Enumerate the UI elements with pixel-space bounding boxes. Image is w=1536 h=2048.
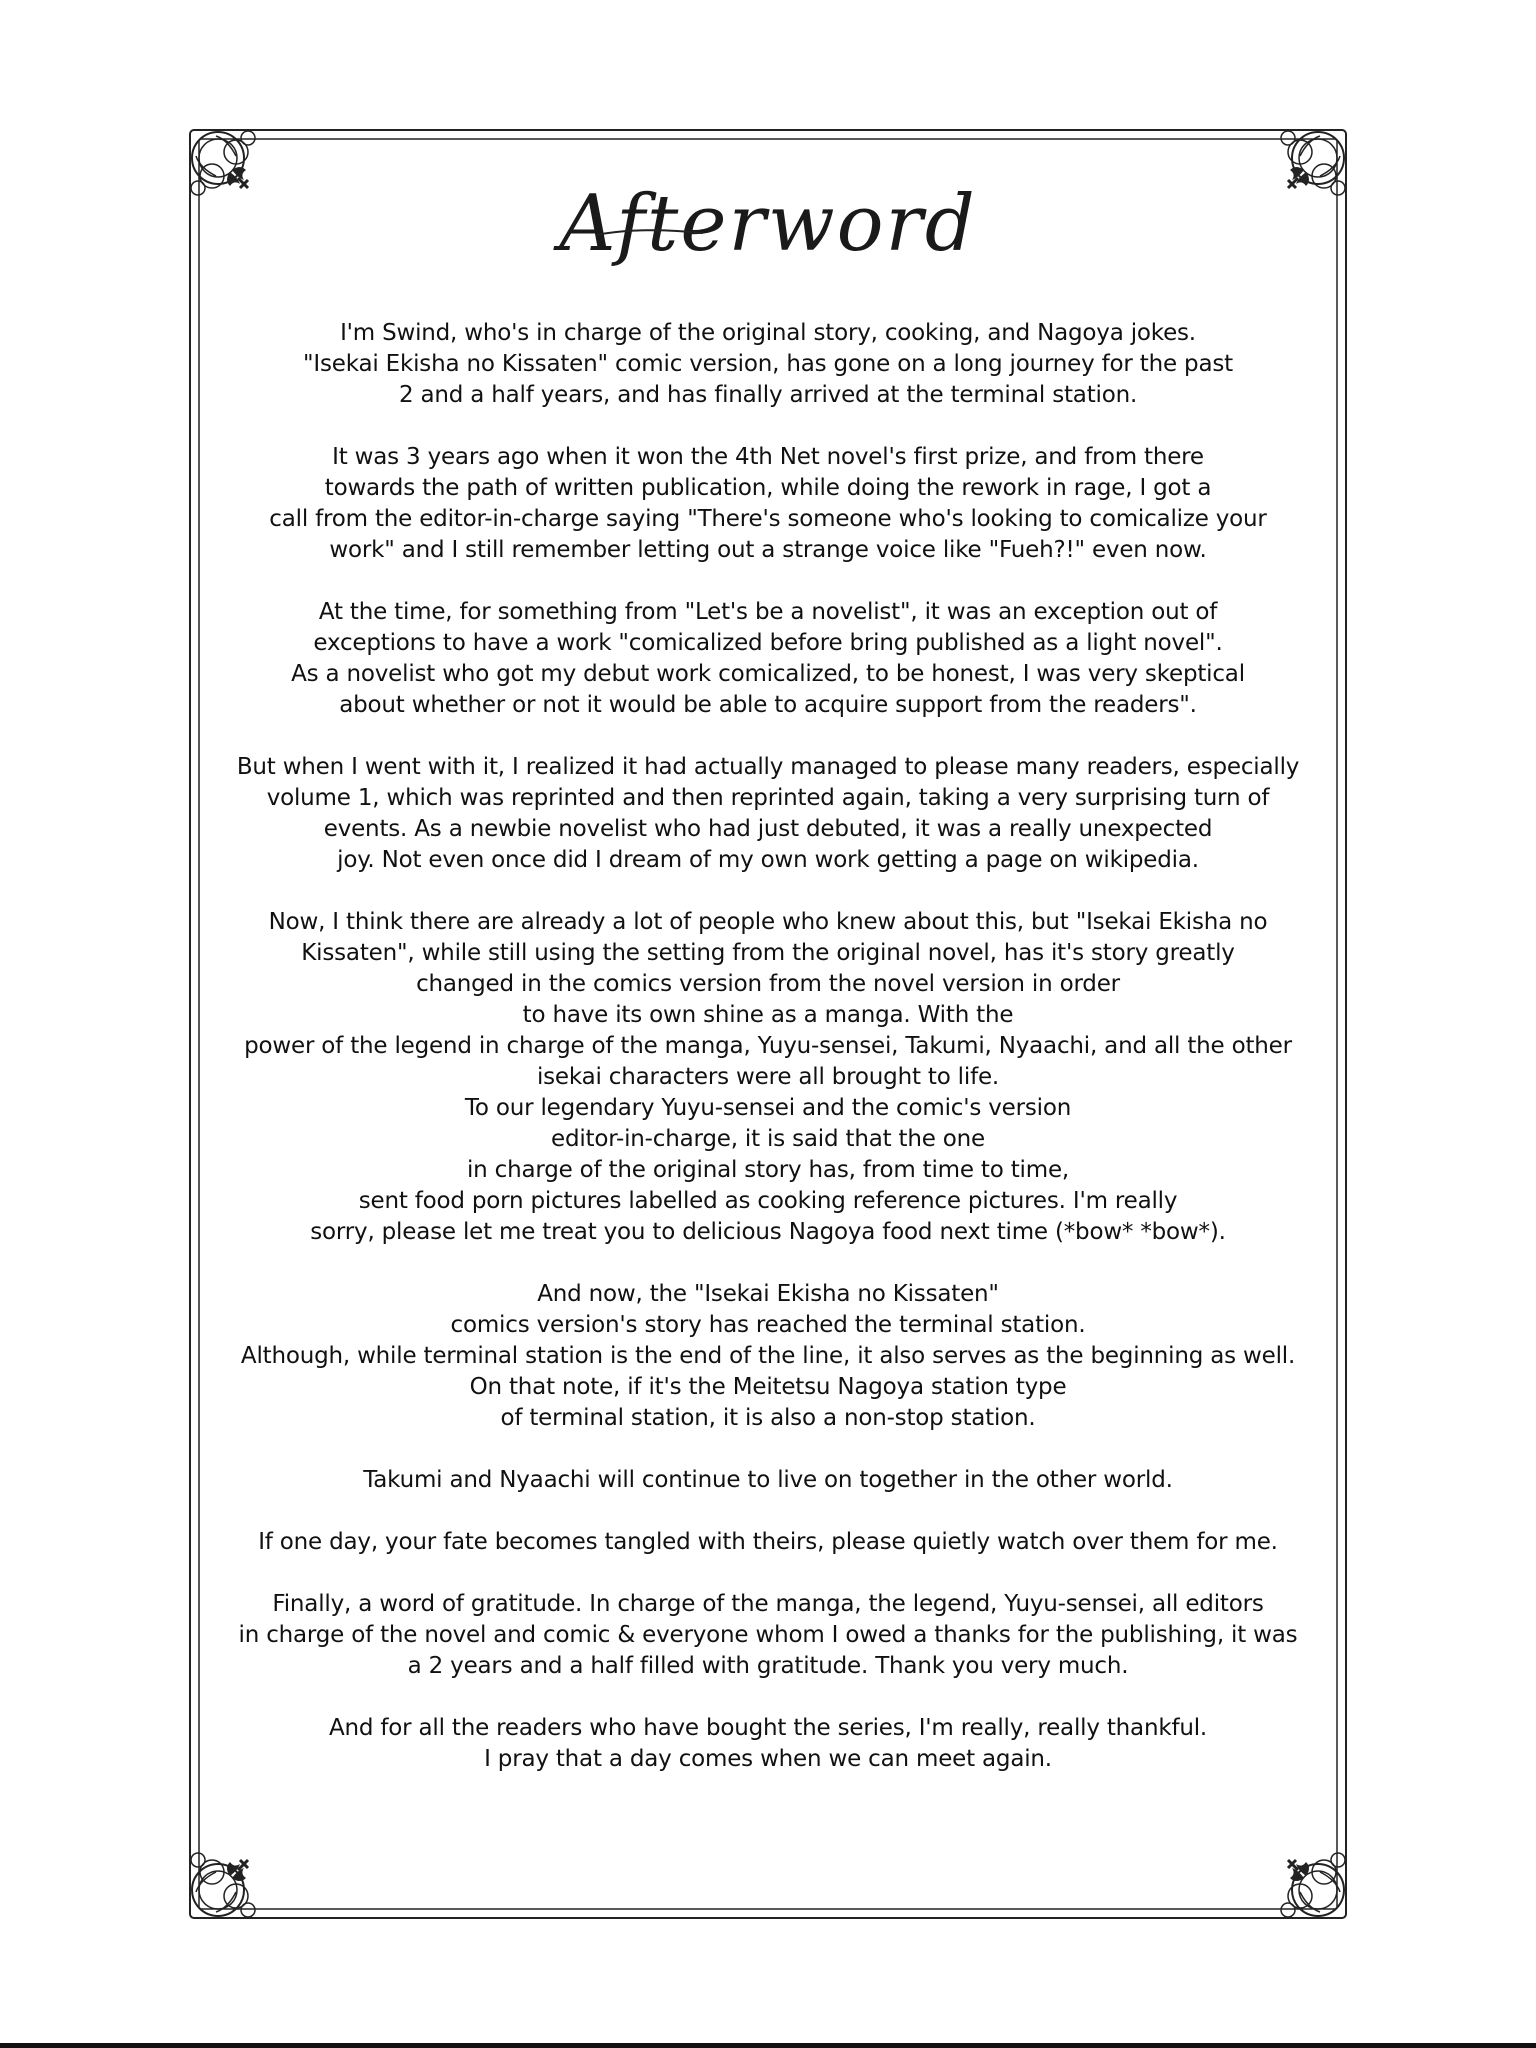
text-line: towards the path of written publication, while doing the rework in rage, I got a xyxy=(324,475,1212,501)
text-line: At the time, for something from "Let's be a novelist", it was an exception out of xyxy=(318,599,1218,625)
flourish-swash-icon xyxy=(595,225,705,245)
paragraph xyxy=(215,442,1321,566)
text-line: Now, I think there are already a lot of people who knew about this, but "Isekai Ekisha no xyxy=(268,909,1268,935)
text-line: And for all the readers who have bought the series, I'm really, really thankful. xyxy=(328,1715,1208,1741)
text-line: On that note, if it's the Meitetsu Nagoya station type xyxy=(469,1374,1067,1400)
paragraph xyxy=(215,752,1321,876)
text-line: in charge of the original story has, from time to time, xyxy=(466,1157,1070,1183)
text-line: events. As a newbie novelist who had just debuted, it was a really unexpected xyxy=(323,816,1213,842)
text-line: As a novelist who got my debut work comicalized, to be honest, I was very skeptical xyxy=(291,661,1245,687)
text-line: work" and I still remember letting out a strange voice like "Fueh?!" even now. xyxy=(329,537,1207,563)
text-line: I pray that a day comes when we can meet again. xyxy=(484,1746,1052,1772)
corner-ornament-bottom-right-icon xyxy=(1281,1853,1345,1917)
paragraph xyxy=(215,1527,1321,1558)
text-line: of terminal station, it is also a non-stop station. xyxy=(500,1405,1036,1431)
text-line: Although, while terminal station is the end of the line, it also serves as the beginning as well. xyxy=(240,1343,1296,1369)
text-line: It was 3 years ago when it won the 4th Net novel's first prize, and from there xyxy=(332,444,1204,470)
text-line: I'm Swind, who's in charge of the original story, cooking, and Nagoya jokes. xyxy=(340,320,1196,346)
text-line: If one day, your fate becomes tangled with theirs, please quietly watch over them for me. xyxy=(258,1529,1278,1555)
paragraph xyxy=(215,1279,1321,1434)
afterword-body xyxy=(215,318,1321,1806)
text-line: a 2 years and a half filled with gratitude. Thank you very much. xyxy=(407,1653,1129,1679)
text-line: "Isekai Ekisha no Kissaten" comic version, has gone on a long journey for the past xyxy=(303,351,1233,377)
text-line: comics version's story has reached the terminal station. xyxy=(450,1312,1086,1338)
text-line: To our legendary Yuyu-sensei and the comic's version xyxy=(464,1095,1072,1121)
text-line: exceptions to have a work "comicalized before bring published as a light novel". xyxy=(313,630,1223,656)
text-line: sent food porn pictures labelled as cooking reference pictures. I'm really xyxy=(358,1188,1178,1214)
text-line: volume 1, which was reprinted and then reprinted again, taking a very surprising turn of xyxy=(266,785,1270,811)
text-line: power of the legend in charge of the manga, Yuyu-sensei, Takumi, Nyaachi, and all the other xyxy=(244,1033,1292,1059)
paragraph xyxy=(215,1589,1321,1682)
text-line: And now, the "Isekai Ekisha no Kissaten" xyxy=(537,1281,999,1307)
text-line: isekai characters were all brought to life. xyxy=(536,1064,1000,1090)
text-line: But when I went with it, I realized it had actually managed to please many readers, especially xyxy=(236,754,1300,780)
text-line: 2 and a half years, and has finally arrived at the terminal station. xyxy=(398,382,1138,408)
bottom-edge-rule xyxy=(0,2043,1536,2048)
text-line: Kissaten", while still using the setting from the original novel, has it's story greatly xyxy=(301,940,1235,966)
paragraph xyxy=(215,1465,1321,1496)
text-line: changed in the comics version from the novel version in order xyxy=(416,971,1120,997)
text-line: joy. Not even once did I dream of my own work getting a page on wikipedia. xyxy=(337,847,1199,873)
paragraph xyxy=(215,597,1321,721)
text-line: to have its own shine as a manga. With the xyxy=(522,1002,1014,1028)
text-line: about whether or not it would be able to acquire support from the readers". xyxy=(339,692,1197,718)
text-line: in charge of the novel and comic & everyone whom I owed a thanks for the publishing, it was xyxy=(238,1622,1298,1648)
text-line: sorry, please let me treat you to delicious Nagoya food next time (*bow* *bow*). xyxy=(310,1219,1226,1245)
paragraph xyxy=(215,318,1321,411)
paragraph xyxy=(215,1713,1321,1775)
text-line: Takumi and Nyaachi will continue to live on together in the other world. xyxy=(363,1467,1173,1493)
corner-ornament-bottom-left-icon xyxy=(191,1853,255,1917)
paragraph xyxy=(215,907,1321,1248)
text-line: Finally, a word of gratitude. In charge of the manga, the legend, Yuyu-sensei, all editors xyxy=(272,1591,1264,1617)
text-line: editor-in-charge, it is said that the one xyxy=(551,1126,985,1152)
text-line: call from the editor-in-charge saying "There's someone who's looking to comicalize your xyxy=(269,506,1267,532)
page-title: Afterword xyxy=(559,179,977,269)
